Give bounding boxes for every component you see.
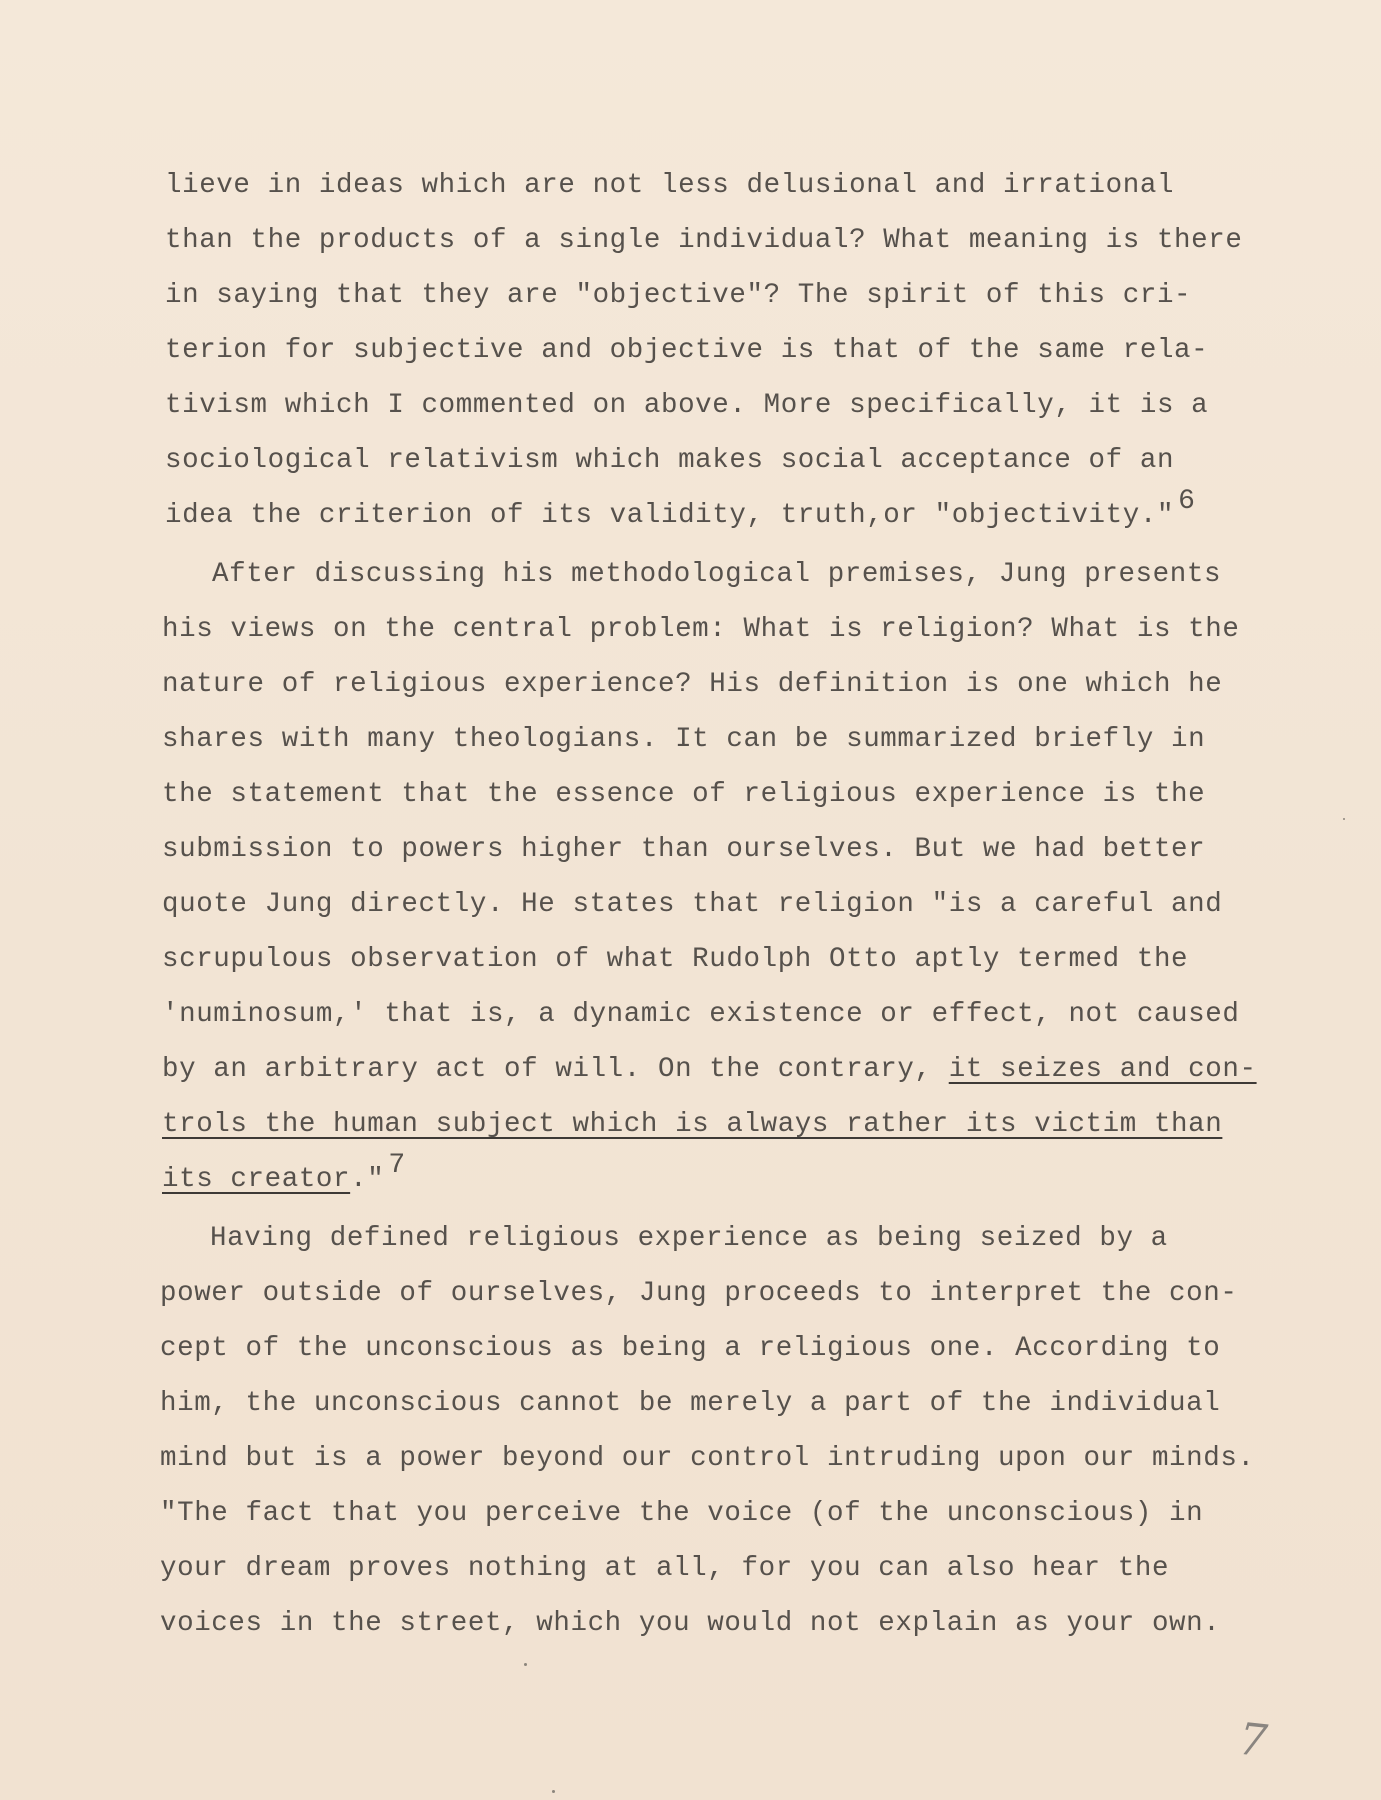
text-line [162,1150,406,1195]
text-line: submission to powers higher than ourselves. But we had better [162,834,1206,865]
footnote-marker: 6 [1178,486,1196,517]
text-line: quote Jung directly. He states that religion "is a careful and [162,889,1223,920]
text-line-content: by an arbitrary act of will. On the contrary, [162,1054,932,1085]
footnote-marker: 7 [388,1150,406,1181]
text-line: the statement that the essence of religious experience is the [162,779,1206,810]
text-line: in saying that they are "objective"? The spirit of this cri- [165,280,1192,311]
text-line: your dream proves nothing at all, for you can also hear the [160,1553,1170,1584]
text-line-content: idea the criterion of its validity, truth,or "objectivity." [165,500,1175,531]
underlined-quote: trols the human subject which is always rather its victim than [162,1109,1223,1140]
text-line: terion for subjective and objective is that of the same rela- [165,335,1209,366]
text-line: voices in the street, which you would not explain as your own. [160,1608,1221,1639]
text-line: tivism which I commented on above. More specifically, it is a [165,390,1209,421]
text-line [162,1055,1257,1085]
text-line: lieve in ideas which are not less delusional and irrational [165,170,1175,201]
text-line-content: ." [350,1164,385,1195]
text-line: Having defined religious experience as being seized by a [210,1223,1168,1254]
page-number: 7 [1236,1713,1270,1768]
text-line [162,1110,1222,1140]
underlined-quote: its creator [162,1164,351,1195]
text-line: After discussing his methodological premises, Jung presents [212,559,1222,590]
text-line: than the products of a single individual? What meaning is there [165,225,1243,256]
text-line: shares with many theologians. It can be summarized briefly in [162,724,1206,755]
text-line: cept of the unconscious as being a religious one. According to [160,1333,1221,1364]
text-line: power outside of ourselves, Jung proceeds to interpret the con- [160,1278,1238,1309]
text-line: sociological relativism which makes social acceptance of an [165,445,1175,476]
text-line: mind but is a power beyond our control intruding upon our minds. [160,1443,1255,1474]
text-line: nature of religious experience? His definition is one which he [162,669,1223,700]
paper-speck [524,1663,527,1666]
text-line [165,486,1196,531]
underlined-quote: it seizes and con- [948,1054,1257,1085]
text-line: 'numinosum,' that is, a dynamic existence or effect, not caused [162,999,1240,1030]
text-line: "The fact that you perceive the voice (of the unconscious) in [160,1498,1204,1529]
text-line: him, the unconscious cannot be merely a part of the individual [160,1388,1221,1419]
text-line: his views on the central problem: What is religion? What is the [162,614,1240,645]
paper-speck [552,1790,555,1793]
paper-speck [1343,818,1345,820]
text-line: scrupulous observation of what Rudolph Otto aptly termed the [162,944,1189,975]
